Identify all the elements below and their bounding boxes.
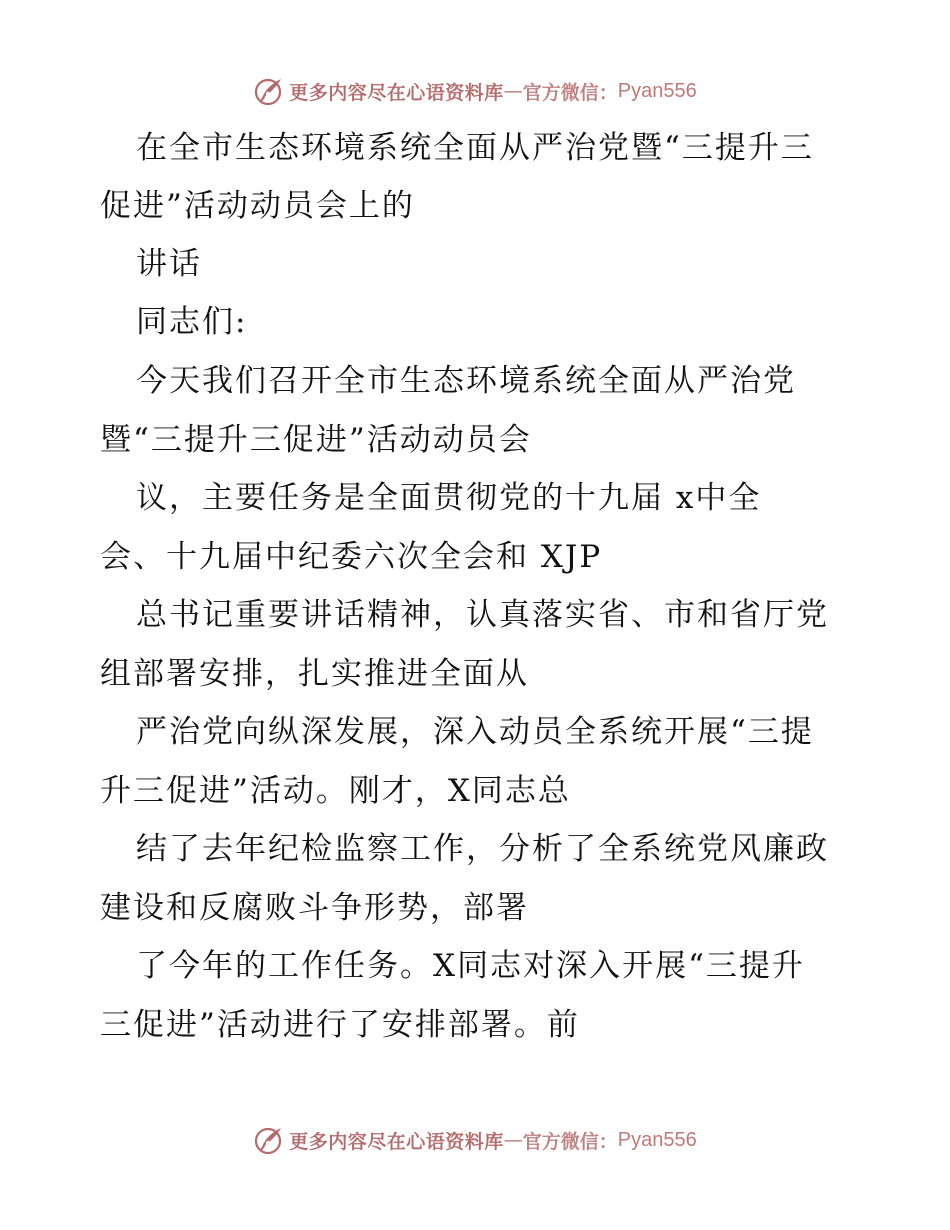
watermark-official-text: 官方微信： (522, 81, 618, 104)
watermark-dash: — (503, 80, 523, 102)
watermark-official-text: 官方微信： (522, 1130, 618, 1153)
watermark-site-text: 更多内容尽在心语资料库 (289, 81, 504, 104)
text-line: 严治党向纵深发展，深入动员全系统开展“三提 (136, 714, 814, 750)
text-line: 讲话 (136, 246, 202, 282)
text-line: 今天我们召开全市生态环境系统全面从严治党 (136, 363, 796, 399)
text-line: 同志们: (136, 304, 248, 340)
text-line: 会、十九届中纪委六次全会和 XJP (100, 539, 603, 575)
watermark-id-text: Pyan556 (617, 1128, 697, 1151)
watermark-site-text: 更多内容尽在心语资料库 (289, 1130, 504, 1153)
quill-pen-seal-icon (253, 75, 285, 107)
text-line: 升三促进”活动。刚才，X同志总 (100, 773, 571, 809)
text-line: 结了去年纪检监察工作，分析了全系统党风廉政 (136, 831, 829, 867)
header-watermark (0, 71, 950, 111)
text-line: 议，主要任务是全面贯彻党的十九届 x中全 (136, 480, 762, 516)
text-line: 建设和反腐败斗争形势，部署 (100, 890, 529, 926)
text-line: 在全市生态环境系统全面从严治党暨“三提升三 (136, 130, 814, 166)
text-line: 了今年的工作任务。X同志对深入开展“三提升 (136, 948, 805, 984)
text-line: 组部署安排，扎实推进全面从 (100, 656, 529, 692)
text-line: 促进”活动动员会上的 (100, 188, 415, 224)
footer-watermark (0, 1120, 950, 1160)
text-line: 暨“三提升三促进”活动动员会 (100, 422, 532, 458)
text-line: 三促进”活动进行了安排部署。前 (100, 1007, 580, 1043)
watermark-dash: — (503, 1129, 523, 1151)
watermark-id-text: Pyan556 (617, 79, 697, 102)
quill-pen-seal-icon (253, 1124, 285, 1156)
text-line: 总书记重要讲话精神，认真落实省、市和省厅党 (136, 597, 829, 633)
